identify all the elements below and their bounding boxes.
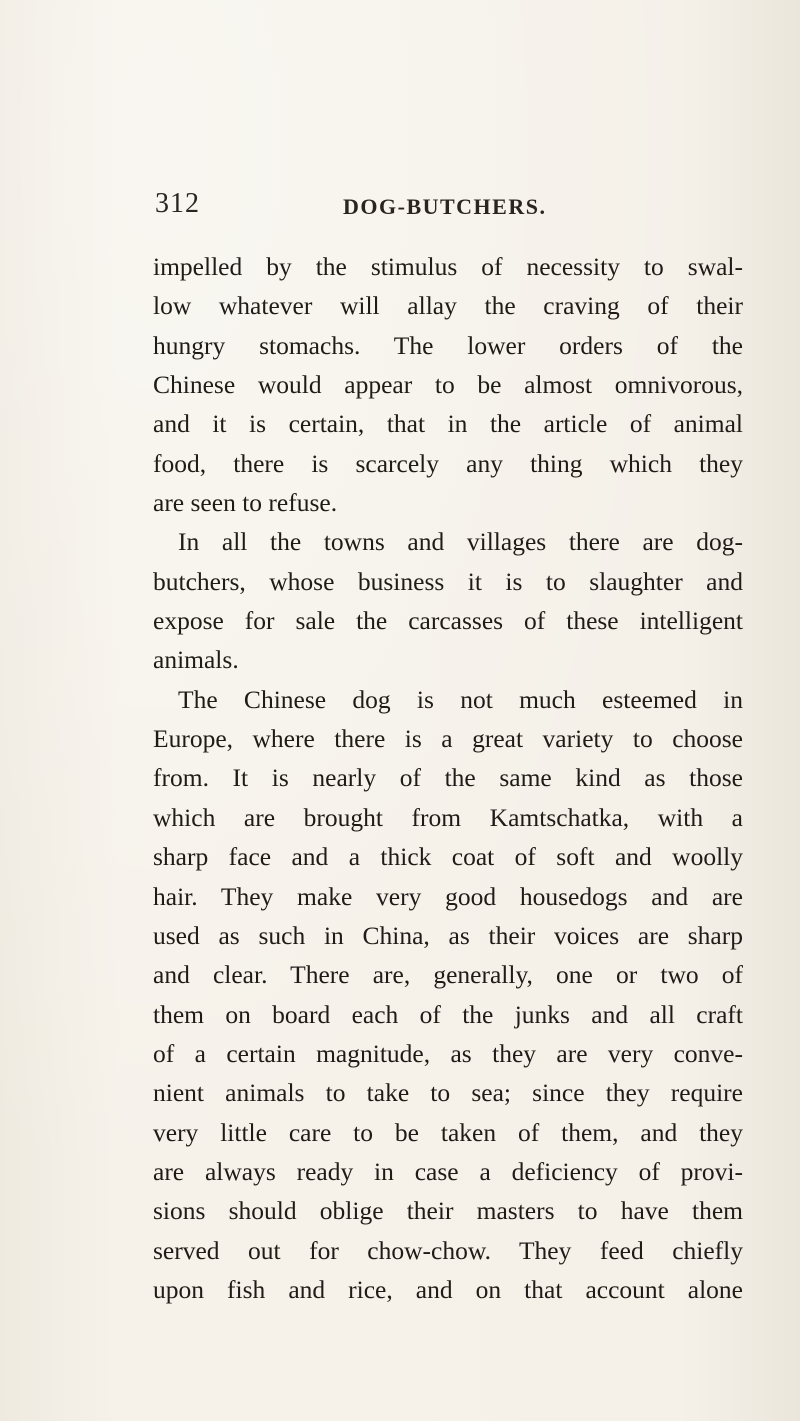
text-line: sharp face and a thick coat of soft and woolly — [153, 842, 743, 872]
text-line: used as such in China, as their voices are sharp — [153, 920, 743, 950]
text-line: are always ready in case a deficiency of provi- — [153, 1156, 743, 1186]
text-line: and clear. There are, generally, one or two of — [153, 960, 743, 990]
text-line: them on board each of the junks and all craft — [153, 999, 743, 1029]
text-line: sions should oblige their masters to have them — [153, 1196, 743, 1226]
text-line: which are brought from Kamtschatka, with a — [153, 802, 743, 832]
text-line: and it is certain, that in the article of animal — [153, 409, 743, 439]
text-line: from. It is nearly of the same kind as those — [153, 763, 743, 793]
text-line: are seen to refuse. — [153, 488, 338, 518]
running-title: DOG-BUTCHERS. — [343, 194, 547, 219]
text-line: Chinese would appear to be almost omnivorous, — [153, 370, 743, 400]
page-number: 312 — [155, 188, 200, 219]
text-line: served out for chow-chow. They feed chiefly — [153, 1235, 743, 1265]
text-line: Europe, where there is a great variety to choose — [153, 724, 743, 754]
text-line: nient animals to take to sea; since they require — [153, 1078, 743, 1108]
text-line: The Chinese dog is not much esteemed in — [178, 684, 743, 714]
running-head — [0, 188, 800, 228]
text-line: low whatever will allay the craving of their — [153, 291, 743, 321]
text-line: In all the towns and villages there are dog- — [178, 527, 743, 557]
text-line: hungry stomachs. The lower orders of the — [153, 330, 743, 360]
text-line: expose for sale the carcasses of these intelligent — [153, 606, 743, 636]
text-line: hair. They make very good housedogs and are — [153, 881, 743, 911]
text-line: animals. — [153, 645, 239, 675]
body-text — [153, 247, 743, 1309]
text-line: impelled by the stimulus of necessity to swal- — [153, 252, 743, 281]
text-line: butchers, whose business it is to slaughter and — [153, 566, 743, 596]
text-line: upon fish and rice, and on that account alone — [153, 1274, 743, 1304]
text-line: very little care to be taken of them, and they — [153, 1117, 743, 1147]
text-line: food, there is scarcely any thing which they — [153, 448, 743, 478]
text-line: of a certain magnitude, as they are very conve- — [153, 1038, 743, 1068]
